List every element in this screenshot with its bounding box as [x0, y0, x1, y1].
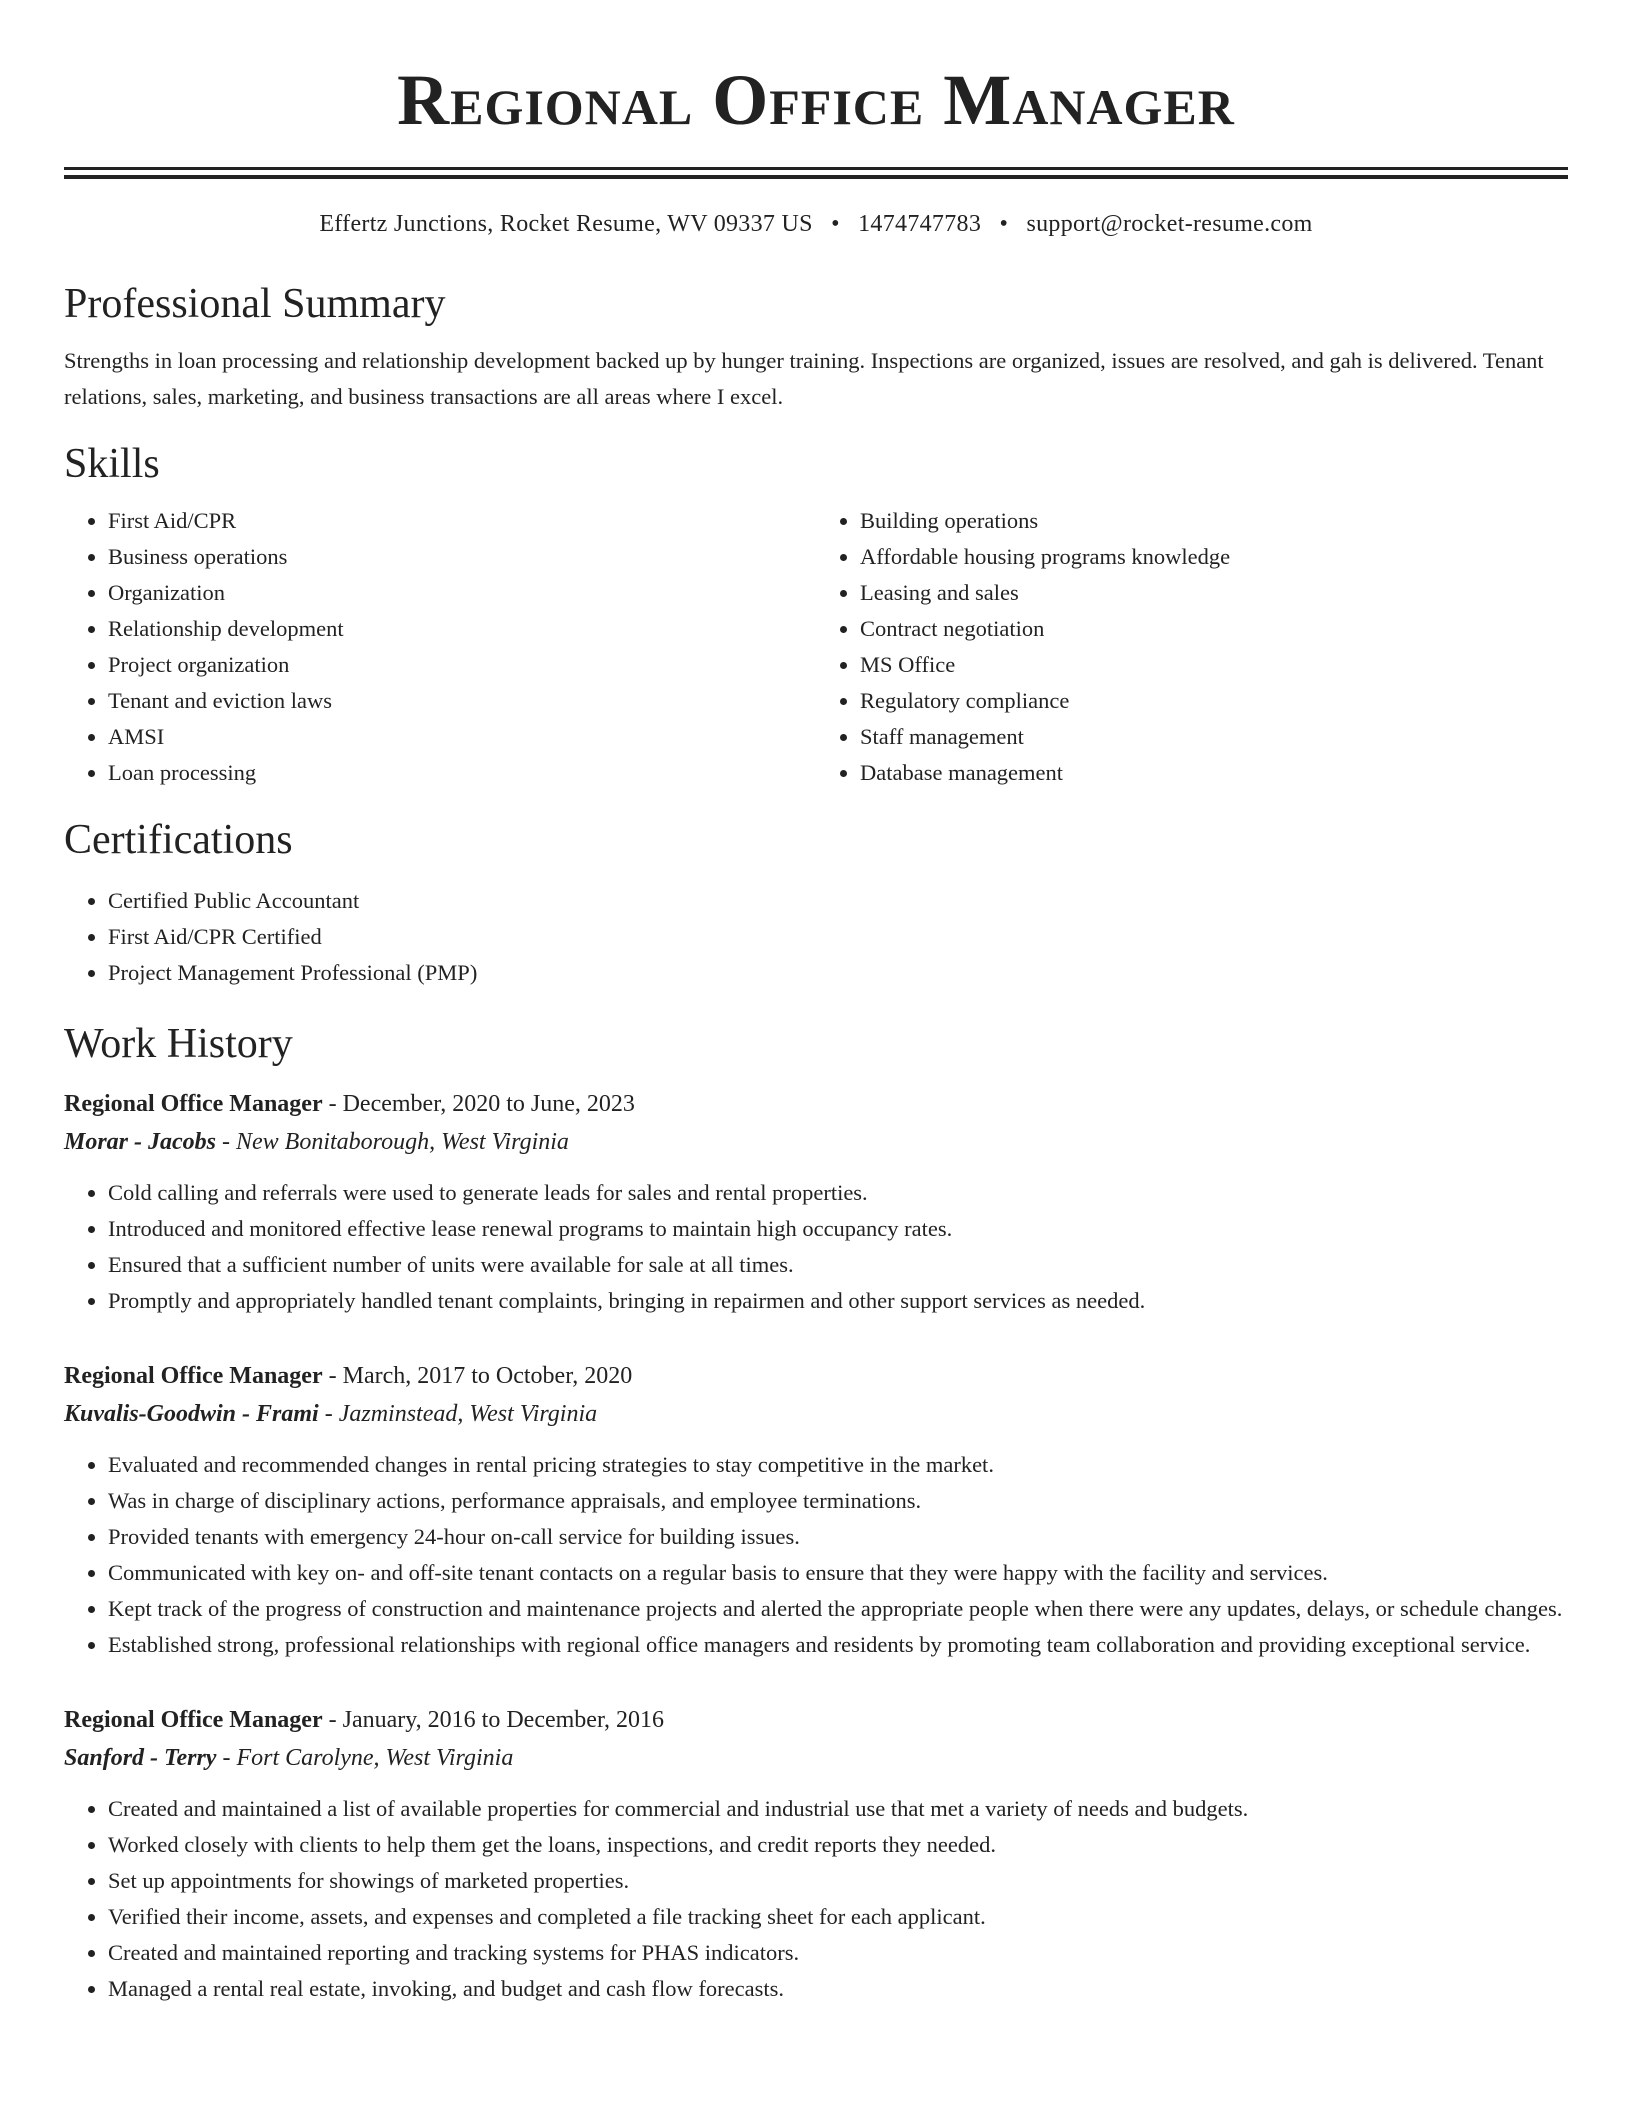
company-location: - New Bonitaborough, West Virginia — [216, 1129, 569, 1155]
skill-item: • Business operations — [108, 539, 816, 575]
job-title: Regional Office Manager — [64, 1363, 323, 1389]
skills-list-left — [64, 503, 816, 791]
job-entry — [64, 1085, 1568, 1319]
job-duty: • Communicated with key on- and off-site tenant contacts on a regular basis to ensure that they were happy with the facility and services. — [108, 1555, 1568, 1591]
skill-item: • Loan processing — [108, 755, 816, 791]
skill-item: • Building operations — [860, 503, 1568, 539]
contact-address: Effertz Junctions, Rocket Resume, WV 09337 US — [319, 211, 813, 237]
certifications-list — [64, 883, 1568, 991]
summary-text: Strengths in loan processing and relationship development backed up by hunger training. Inspections are organized, issues are resolved, and gah is delivered. Tenant relations, sales, marketing, and business transactions are all areas where I excel. — [64, 348, 1544, 409]
skill-item: • AMSI — [108, 719, 816, 755]
work-history-heading: Work History — [64, 1021, 293, 1067]
skill-item: • Project organization — [108, 647, 816, 683]
job-duties-list — [64, 1447, 1568, 1663]
certification-item: • Certified Public Accountant — [108, 883, 1568, 919]
job-entry — [64, 1701, 1568, 2007]
company-name: Sanford - Terry — [64, 1745, 217, 1771]
company-location: - Fort Carolyne, West Virginia — [216, 1745, 514, 1771]
certification-item: • Project Management Professional (PMP) — [108, 955, 1568, 991]
job-dates: - March, 2017 to October, 2020 — [322, 1363, 633, 1389]
resume-page — [64, 0, 1568, 2007]
job-duties-list — [64, 1175, 1568, 1319]
skills-heading: Skills — [64, 441, 160, 487]
skill-item: • Staff management — [860, 719, 1568, 755]
job-duty: • Provided tenants with emergency 24-hour on-call service for building issues. — [108, 1519, 1568, 1555]
job-duty: • Evaluated and recommended changes in rental pricing strategies to stay competitive in the market. — [108, 1447, 1568, 1483]
job-duty: • Ensured that a sufficient number of units were available for sale at all times. — [108, 1247, 1568, 1283]
contact-email[interactable]: support@rocket-resume.com — [1026, 211, 1313, 237]
job-duties-list — [64, 1791, 1568, 2007]
contact-separator: • — [831, 211, 840, 237]
job-company-line — [64, 1395, 1568, 1433]
skill-item: • MS Office — [860, 647, 1568, 683]
skill-item: • Leasing and sales — [860, 575, 1568, 611]
skill-item: • Relationship development — [108, 611, 816, 647]
job-dates: - January, 2016 to December, 2016 — [322, 1707, 664, 1733]
skill-item: • First Aid/CPR — [108, 503, 816, 539]
certification-item: • First Aid/CPR Certified — [108, 919, 1568, 955]
company-location: - Jazminstead, West Virginia — [318, 1401, 598, 1427]
skills-columns — [64, 503, 1568, 791]
contact-separator: • — [999, 211, 1009, 237]
job-dates: - December, 2020 to June, 2023 — [322, 1091, 635, 1117]
skill-item: • Regulatory compliance — [860, 683, 1568, 719]
job-entry — [64, 1357, 1568, 1663]
job-title: Regional Office Manager — [64, 1707, 323, 1733]
contact-line — [64, 209, 1568, 239]
job-duty: • Verified their income, assets, and expenses and completed a file tracking sheet for each applicant. — [108, 1899, 1568, 1935]
job-duty: • Established strong, professional relationships with regional office managers and residents by promoting team collaboration and providing exceptional service. — [108, 1627, 1568, 1663]
job-duty: • Managed a rental real estate, invoking, and budget and cash flow forecasts. — [108, 1971, 1568, 2007]
job-duty: • Created and maintained a list of available properties for commercial and industrial use that met a variety of needs and budgets. — [108, 1791, 1568, 1827]
job-company-line — [64, 1123, 1568, 1161]
job-duty: • Worked closely with clients to help them get the loans, inspections, and credit reports they needed. — [108, 1827, 1568, 1863]
job-duty: • Promptly and appropriately handled tenant complaints, bringing in repairmen and other support services as needed. — [108, 1283, 1568, 1319]
summary-heading: Professional Summary — [64, 281, 446, 327]
title-divider — [64, 167, 1568, 179]
certifications-heading: Certifications — [64, 817, 293, 863]
skill-item: • Organization — [108, 575, 816, 611]
job-title: Regional Office Manager — [64, 1091, 323, 1117]
skill-item: • Database management — [860, 755, 1568, 791]
skill-item: • Tenant and eviction laws — [108, 683, 816, 719]
skill-item: • Contract negotiation — [860, 611, 1568, 647]
company-name: Kuvalis-Goodwin - Frami — [64, 1401, 319, 1427]
job-duty: • Set up appointments for showings of marketed properties. — [108, 1863, 1568, 1899]
company-name: Morar - Jacobs — [64, 1129, 217, 1155]
job-duty: • Created and maintained reporting and tracking systems for PHAS indicators. — [108, 1935, 1568, 1971]
skills-list-right — [816, 503, 1568, 791]
job-duty: • Was in charge of disciplinary actions, performance appraisals, and employee terminations. — [108, 1483, 1568, 1519]
resume-title: Regional Office Manager — [397, 60, 1235, 140]
skill-item: • Affordable housing programs knowledge — [860, 539, 1568, 575]
job-duty: • Introduced and monitored effective lease renewal programs to maintain high occupancy rates. — [108, 1211, 1568, 1247]
job-company-line — [64, 1739, 1568, 1777]
contact-phone: 1474747783 — [858, 211, 982, 237]
job-duty: • Kept track of the progress of construction and maintenance projects and alerted the appropriate people when there were any updates, delays, or schedule changes. — [108, 1591, 1568, 1627]
job-title-line — [64, 1085, 1568, 1123]
job-duty: • Cold calling and referrals were used to generate leads for sales and rental properties. — [108, 1175, 1568, 1211]
job-title-line — [64, 1701, 1568, 1739]
job-title-line — [64, 1357, 1568, 1395]
